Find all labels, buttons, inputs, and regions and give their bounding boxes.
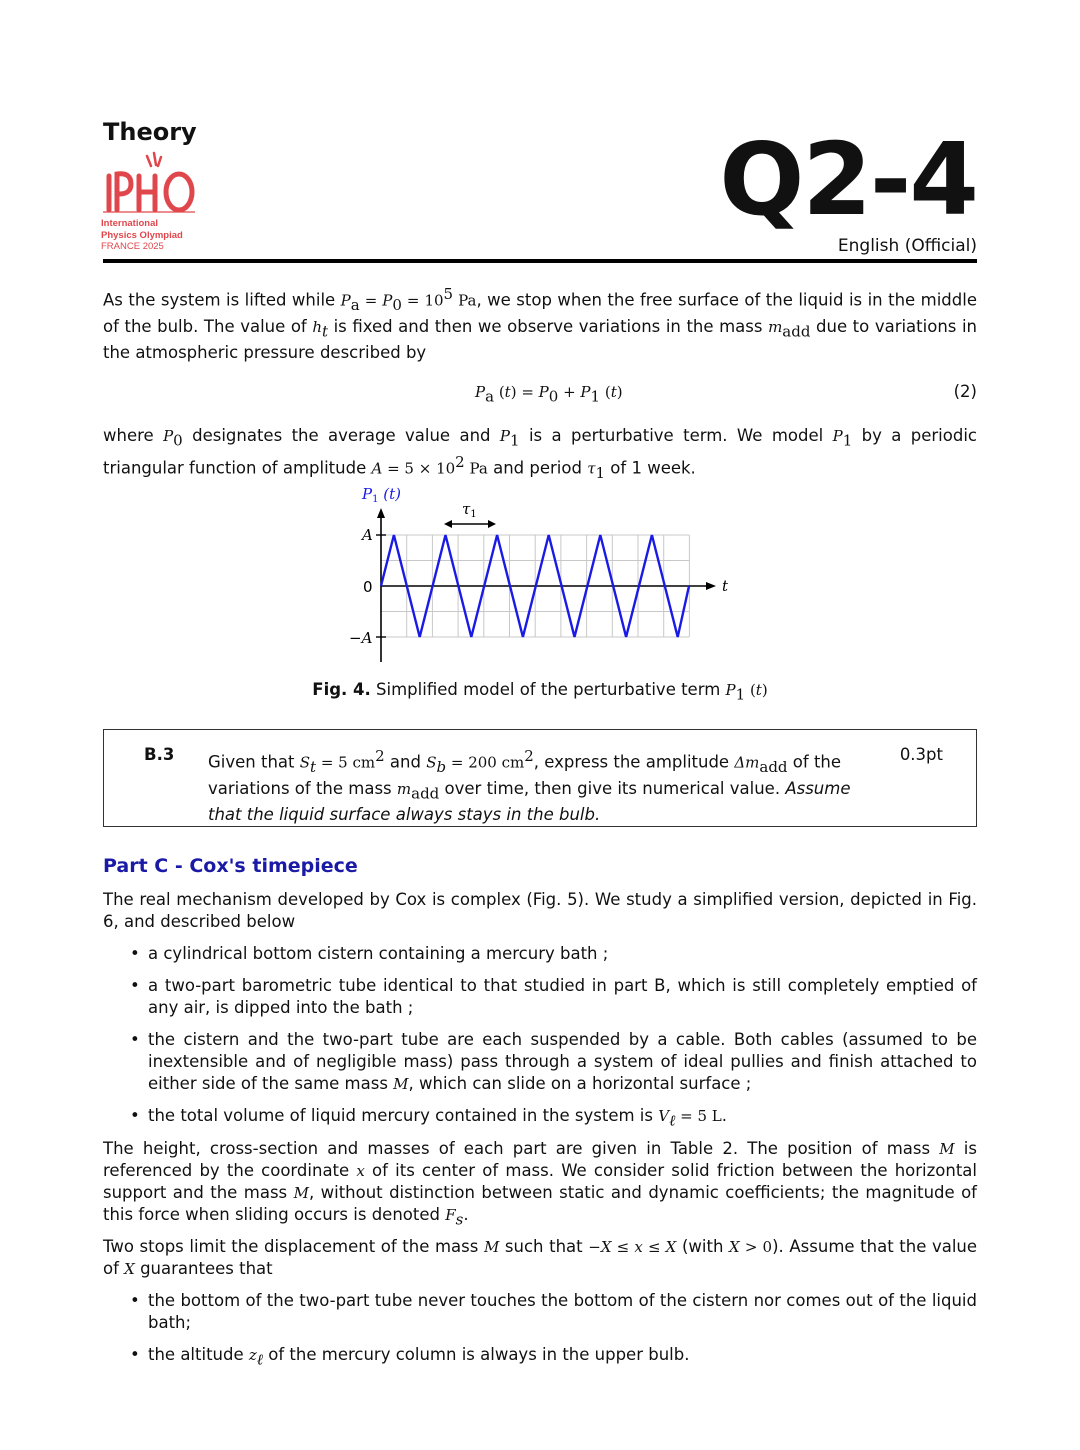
triangle-wave-chart bbox=[340, 480, 760, 670]
where-paragraph: where $P_0$ designates the average value and $P_1$ is a perturbative term. We model $P_1$ by a periodic triangular function of amplitude $A = 5 \times 10^2$ Pa and period $\tau_1$ of 1 week. bbox=[103, 426, 977, 483]
logo-line-1: International bbox=[101, 218, 159, 229]
language-label: English (Official) bbox=[837, 236, 977, 256]
y-axis-label: $P_1$ (t) bbox=[362, 485, 401, 505]
period-arrow-left bbox=[444, 520, 452, 528]
list-item: • the total volume of liquid mercury contained in the system is $V_\ell = 5$ L. bbox=[103, 1105, 977, 1131]
logo-line-3: FRANCE 2025 bbox=[101, 241, 164, 252]
list-item: • a two-part barometric tube identical to that studied in part B, which is still completely emptied of any air, is dipped into the bath ; bbox=[103, 975, 977, 1019]
ipho-logo-graphic bbox=[101, 150, 197, 214]
tick-label-zero: 0 bbox=[363, 578, 373, 596]
tick-label-bottom: −A bbox=[349, 629, 373, 647]
equation-number: (2) bbox=[953, 382, 977, 401]
task-text: Given that $S_t = 5$ $cm^2$ and $S_b = 200$ $cm^2$, express the amplitude $\Delta m_{add}$ of the variations of the mass $m_{add}$ over time, then give its numerical value. Assume that the liquid surface always stays in the bulb. bbox=[208, 747, 851, 825]
part-c-paragraph-2: The height, cross-section and masses of each part are given in Table 2. The position of mass M is referenced by the coordinate x of its center of mass. We consider solid friction between the horizontal support and the mass M, without distinction between static and dynamic coefficients; the magnitude of this force when sliding occurs is denoted $F_s$. bbox=[103, 1139, 978, 1229]
intro-paragraph: As the system is lifted while $P_a = P_0 = 10^5$ Pa, we stop when the free surface of the liquid is in the middle of the bulb. The value of $h_t$ is fixed and then we observe variations in the mass $m_{add}$ due to variations in the atmospheric pressure described by bbox=[103, 285, 977, 363]
figure-4 bbox=[340, 480, 760, 670]
list-item: • the bottom of the two-part tube never touches the bottom of the cistern nor comes out of the liquid bath; bbox=[103, 1290, 977, 1334]
list-item: • the altitude $z_\ell$ of the mercury column is always in the upper bulb. bbox=[103, 1344, 977, 1370]
question-number: Q2-4 bbox=[719, 121, 977, 238]
part-c-heading: Part C - Cox's timepiece bbox=[103, 855, 358, 877]
x-axis-arrow bbox=[706, 582, 716, 590]
header-rule bbox=[103, 259, 977, 263]
task-box-b3 bbox=[103, 729, 977, 827]
part-c-bullets bbox=[103, 943, 977, 1131]
period-arrow-right bbox=[488, 520, 496, 528]
period-label: $\tau_1$ bbox=[462, 500, 477, 520]
logo-line-2: Physics Olympiad bbox=[101, 229, 183, 241]
equation-2: $P_a$ $(t) = P_0 + P_1$ (t) (2) bbox=[475, 382, 977, 406]
part-c-bullets-2 bbox=[103, 1290, 977, 1370]
header-section-title: Theory bbox=[103, 118, 197, 146]
figure-caption: Fig. 4. Simplified model of the perturbative term $P_1$ (t) bbox=[312, 680, 768, 704]
y-axis-arrow bbox=[377, 508, 385, 518]
part-c-intro: The real mechanism developed by Cox is complex (Fig. 5). We study a simplified version, depicted in Fig. 6, and described below bbox=[103, 890, 977, 931]
x-axis-label: t bbox=[722, 577, 729, 595]
task-id: B.3 bbox=[144, 745, 175, 764]
tick-label-top: A bbox=[362, 526, 373, 544]
list-item: • the cistern and the two-part tube are each suspended by a cable. Both cables (assumed to be inextensible and of negligible mass) pass through a system of ideal pullies and finish attached to either side of the same mass M, which can slide on a horizontal surface ; bbox=[103, 1029, 977, 1095]
ipho-logo bbox=[101, 150, 201, 253]
task-points: 0.3pt bbox=[899, 745, 943, 764]
list-item: • a cylindrical bottom cistern containing a mercury bath ; bbox=[103, 943, 977, 965]
part-c-paragraph-3: Two stops limit the displacement of the mass M such that −X ≤ x ≤ X (with X > 0). Assume that the value of X guarantees that bbox=[103, 1237, 978, 1278]
